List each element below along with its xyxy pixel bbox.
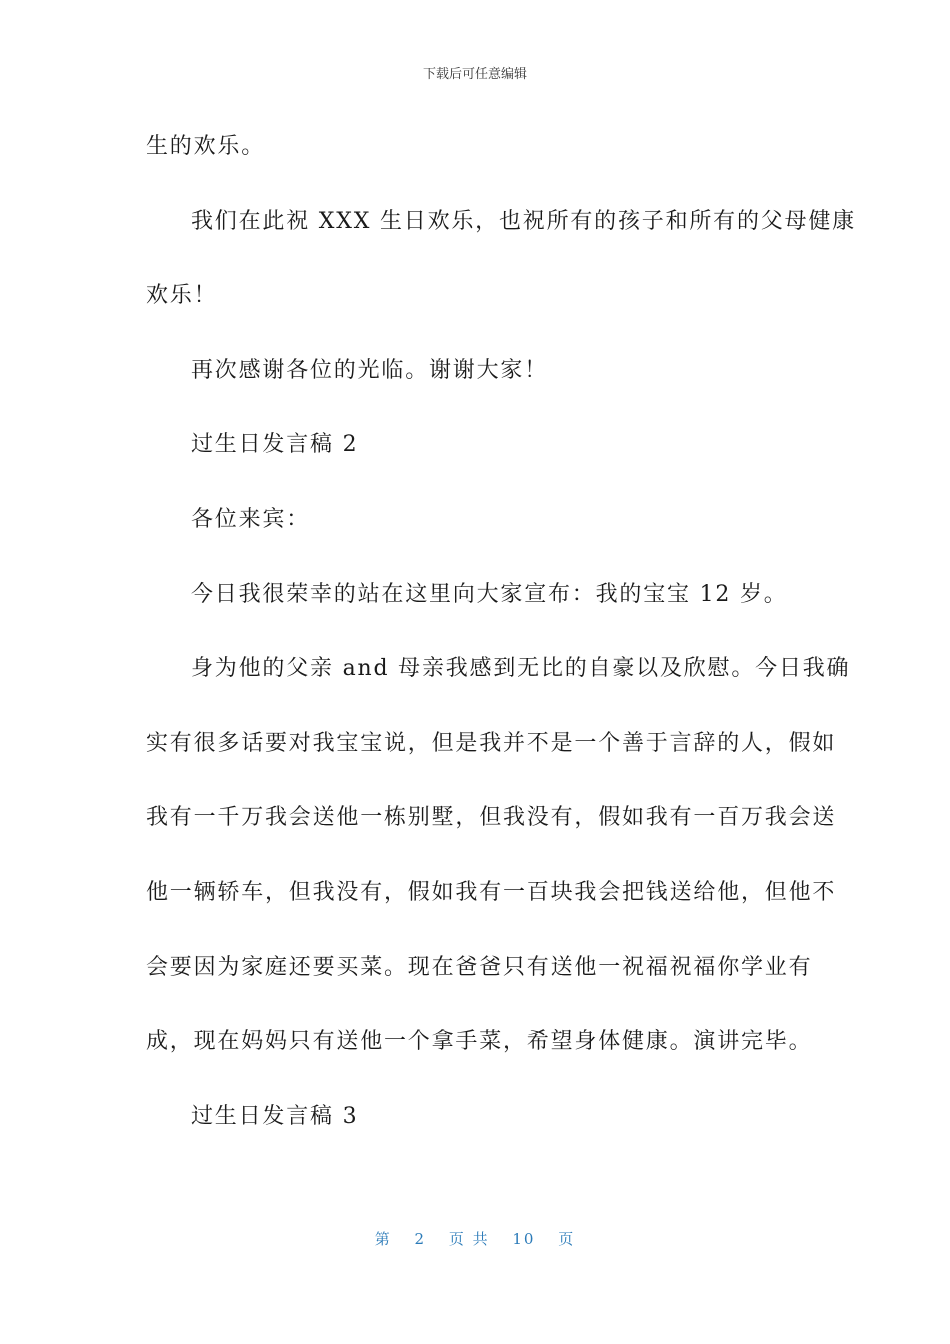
footer-page-number: 2 <box>414 1230 427 1248</box>
paragraph-line: 他一辆轿车，但我没有，假如我有一百块我会把钱送给他，但他不 <box>146 879 837 905</box>
footer-prefix: 第 <box>374 1230 392 1248</box>
footer-suffix: 页 <box>558 1230 576 1248</box>
paragraph-line: 身为他的父亲 and 母亲我感到无比的自豪以及欣慰。今日我确 <box>191 656 851 682</box>
footer-middle: 页 共 <box>448 1230 490 1248</box>
paragraph-line: 我们在此祝 XXX 生日欢乐，也祝所有的孩子和所有的父母健康 <box>191 208 856 234</box>
paragraph-line: 成，现在妈妈只有送他一个拿手菜，希望身体健康。演讲完毕。 <box>146 1029 813 1055</box>
page-header: 下载后可任意编辑 <box>422 67 527 82</box>
paragraph-line: 再次感谢各位的光临。谢谢大家！ <box>191 357 549 383</box>
paragraph-line: 会要因为家庭还要买菜。现在爸爸只有送他一祝福祝福你学业有 <box>146 954 813 980</box>
paragraph-line: 实有很多话要对我宝宝说，但是我并不是一个善于言辞的人，假如 <box>146 730 837 756</box>
paragraph-line: 欢乐！ <box>146 283 218 309</box>
document-body <box>146 122 856 1166</box>
paragraph-line: 各位来宾： <box>191 506 311 532</box>
paragraph-line: 今日我很荣幸的站在这里向大家宣布：我的宝宝 12 岁。 <box>191 581 788 607</box>
paragraph-line: 我有一千万我会送他一栋别墅，但我没有，假如我有一百万我会送 <box>146 805 837 831</box>
section-heading: 过生日发言稿 2 <box>191 432 359 458</box>
footer-total-pages: 10 <box>512 1230 536 1248</box>
section-heading: 过生日发言稿 3 <box>191 1103 359 1129</box>
page-footer <box>0 1228 950 1250</box>
paragraph-line: 生的欢乐。 <box>146 134 266 159</box>
